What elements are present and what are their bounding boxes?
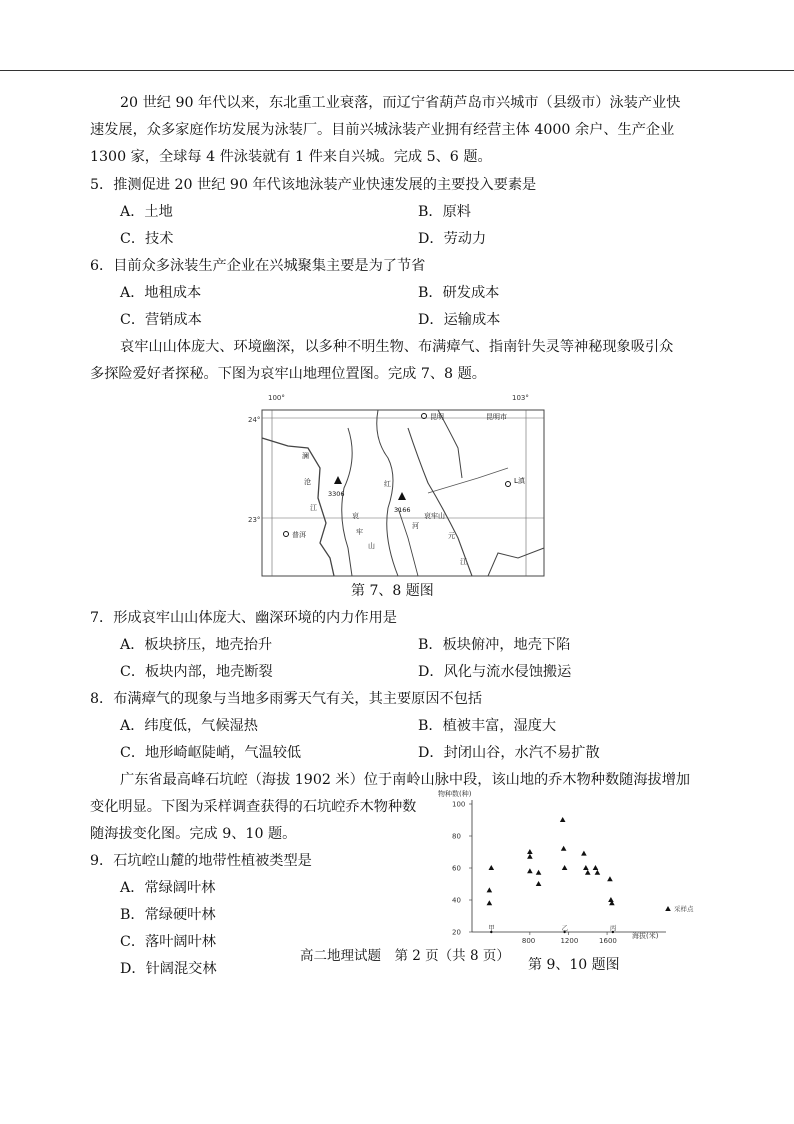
chart-point (536, 870, 542, 875)
map-peak1-label: 3306 (328, 490, 345, 498)
chart-xmark-label: 丙 (609, 924, 617, 932)
header-rule (0, 70, 794, 71)
passage3-line1: 广东省最高峰石坑崆（海拔 1902 米）位于南岭山脉中段，该山地的乔木物种数随海拔增加 (120, 772, 691, 788)
q7-option-c: C．板块内部，地壳断裂 (120, 664, 273, 680)
passage2-line1: 哀牢山山体庞大、环境幽深，以多种不明生物、布满瘴气、指南针失灵等神秘现象吸引众 (120, 339, 674, 355)
chart-ytick-label: 40 (452, 896, 461, 905)
q5-option-b: B．原料 (418, 204, 471, 220)
q9-stem: 9．石坑崆山麓的地带性植被类型是 (90, 853, 312, 869)
q8-option-b: B．植被丰富，湿度大 (418, 718, 557, 734)
map-city-puer: 普洱 (292, 531, 306, 539)
map-river-char-10: 牢 (356, 528, 363, 536)
map-river-char-6: 红 (384, 480, 391, 488)
passage3-line3: 随海拔变化图。完成 9、10 题。 (90, 826, 297, 842)
chart-xtick-label: 1200 (560, 937, 579, 945)
chart-xtick-label: 1600 (599, 937, 617, 945)
chart-point (488, 865, 494, 870)
q5-option-d: D．劳动力 (418, 231, 487, 247)
chart-xlabel: 海拔(米) (632, 932, 659, 940)
q7-option-a: A．板块挤压，地壳抬升 (120, 637, 273, 653)
chart-point (562, 865, 568, 870)
chart-ylabel: 物种数(种) (438, 790, 472, 798)
chart-point (585, 870, 591, 875)
q8-option-c: C．地形崎岖陡峭，气温较低 (120, 745, 302, 761)
passage3-line2: 变化明显。下图为采样调查获得的石坑崆乔木物种数 (90, 799, 417, 815)
map-river-char-2: 沧 (304, 478, 311, 486)
map-river-char-3: 江 (310, 504, 317, 512)
chart-xtick-label: 800 (521, 937, 536, 945)
map-lat-bottom: 23° (248, 516, 261, 524)
q9-option-a: A．常绿阔叶林 (120, 880, 216, 896)
chart-point (608, 897, 614, 902)
map-river-char-1: 澜 (302, 452, 309, 460)
chart-point (527, 868, 533, 873)
chart-caption: 第 9、10 题图 (528, 957, 620, 973)
chart-point (487, 887, 493, 892)
chart-point (560, 817, 566, 822)
chart-point (487, 900, 493, 905)
q6-option-a: A．地租成本 (120, 285, 202, 301)
map-lake-label: 哀牢山 (424, 512, 445, 520)
map-city-tr: 昆明市 (486, 413, 507, 421)
chart-xmark-label: 甲 (488, 924, 495, 932)
q5-option-c: C．技术 (120, 231, 174, 247)
q7-option-d: D．风化与流水侵蚀搬运 (418, 664, 572, 680)
chart-point (527, 849, 533, 854)
species-elevation-chart (436, 786, 696, 946)
passage1-line2: 速发展，众多家庭作坊发展为泳装厂。目前兴城泳装产业拥有经营主体 4000 余户、生产企业 (90, 122, 675, 138)
chart-point (561, 846, 567, 851)
chart-ytick-label: 80 (452, 832, 461, 841)
chart-ytick-label: 60 (452, 864, 461, 873)
chart-point (607, 876, 613, 881)
map-peak2-label: 3166 (394, 506, 411, 514)
q6-stem: 6．目前众多泳装生产企业在兴城聚集主要是为了节省 (90, 258, 426, 274)
chart-point (536, 881, 542, 886)
map-lon-left: 100° (268, 394, 285, 402)
chart-xmark-label: 乙 (561, 924, 569, 932)
q6-option-b: B．研发成本 (418, 285, 500, 301)
map-lon-right: 103° (512, 394, 529, 402)
map-river-char-4: 元 (448, 532, 455, 540)
page-footer: 高二地理试题 第 2 页（共 8 页） (300, 948, 510, 964)
chart-legend-marker (665, 906, 671, 911)
q7-stem: 7．形成哀牢山山体庞大、幽深环境的内力作用是 (90, 610, 397, 626)
chart-point (595, 870, 601, 875)
chart-ytick-label: 20 (452, 928, 461, 937)
q9-option-d: D．针阔混交林 (120, 961, 217, 977)
map-city-right: L滇 (514, 477, 525, 485)
map-city-kunming: 昆明 (430, 413, 444, 421)
map-river-char-7: 河 (412, 522, 419, 530)
chart-legend: 采样点 (674, 905, 694, 913)
ailao-mountain-map (248, 388, 552, 578)
q9-option-b: B．常绿硬叶林 (120, 907, 216, 923)
q5-stem: 5．推测促进 20 世纪 90 年代该地泳装产业快速发展的主要投入要素是 (90, 177, 537, 193)
passage1-line1: 20 世纪 90 年代以来，东北重工业衰落，而辽宁省葫芦岛市兴城市（县级市）泳装产业快 (120, 95, 681, 111)
chart-point (593, 865, 599, 870)
chart-point (581, 851, 587, 856)
passage1-line3: 1300 家，全球每 4 件泳装就有 1 件来自兴城。完成 5、6 题。 (90, 149, 492, 165)
map-lat-top: 24° (248, 416, 261, 424)
map-caption: 第 7、8 题图 (351, 583, 434, 599)
map-river-char-5: 江 (460, 558, 467, 566)
q7-option-b: B．板块俯冲，地壳下陷 (418, 637, 571, 653)
q8-stem: 8．布满瘴气的现象与当地多雨雾天气有关，其主要原因不包括 (90, 691, 483, 707)
q6-option-c: C．营销成本 (120, 312, 202, 328)
map-river-char-9: 哀 (352, 512, 359, 520)
q8-option-d: D．封闭山谷，水汽不易扩散 (418, 745, 600, 761)
q6-option-d: D．运输成本 (418, 312, 501, 328)
q8-option-a: A．纬度低，气候湿热 (120, 718, 258, 734)
chart-point (527, 854, 533, 859)
chart-ytick-label: 100 (452, 800, 466, 809)
chart-point (583, 865, 589, 870)
q9-option-c: C．落叶阔叶林 (120, 934, 216, 950)
passage2-line2: 多探险爱好者探秘。下图为哀牢山地理位置图。完成 7、8 题。 (90, 366, 486, 382)
map-river-char-8: 山 (368, 542, 375, 550)
q5-option-a: A．土地 (120, 204, 173, 220)
